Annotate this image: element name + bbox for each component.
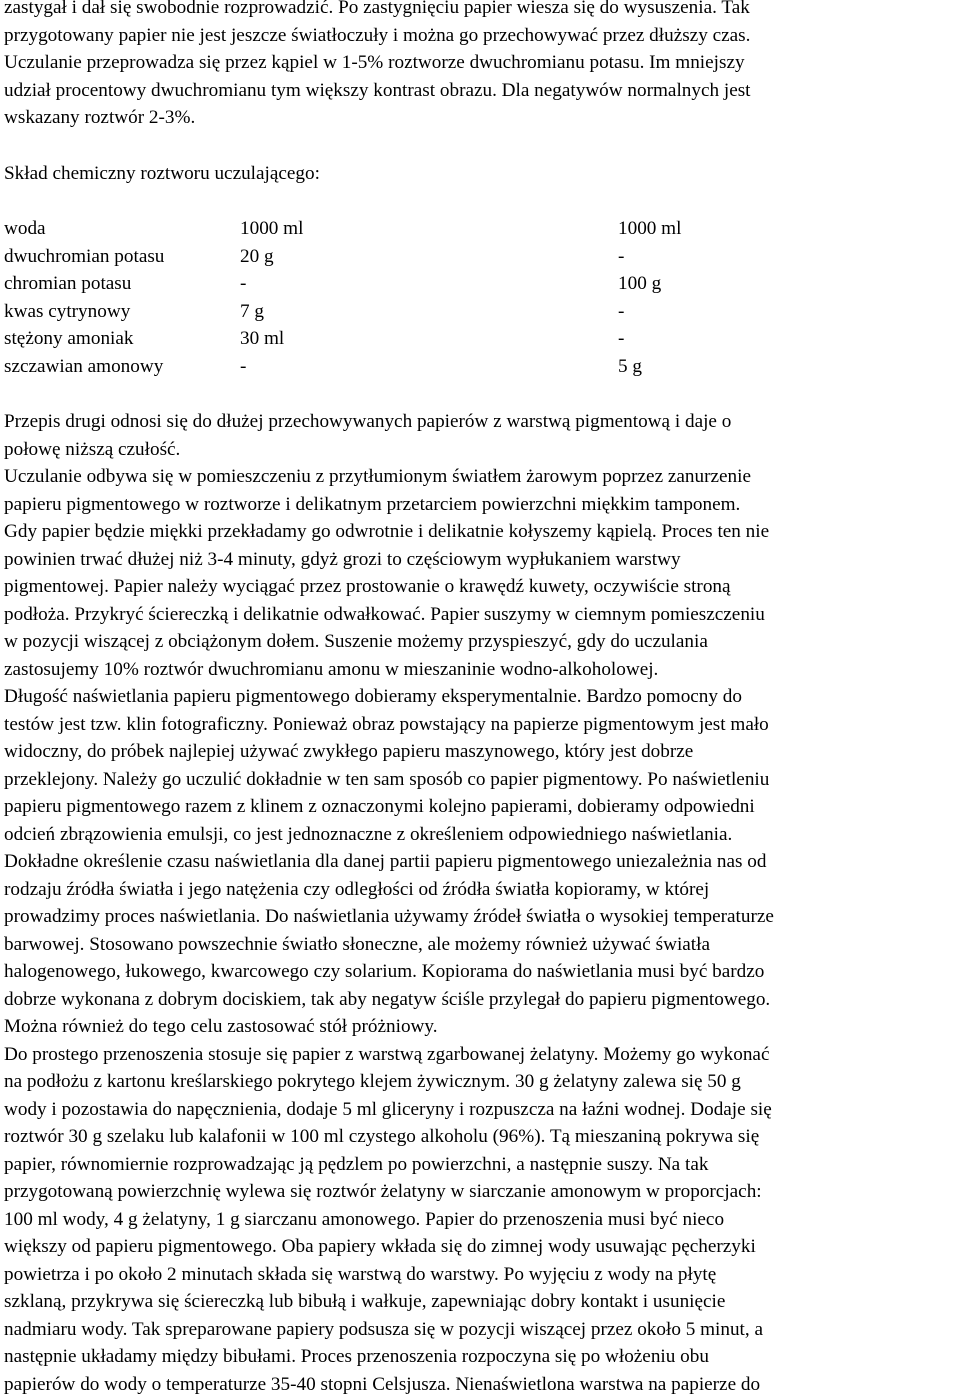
text-line: wody i pozostawia do napęcznienia, dodaje 5 ml gliceryny i rozpuszcza na łaźni wodnej. Dodaje się <box>4 1098 772 1120</box>
text-line: Długość naświetlania papieru pigmentowego dobieramy eksperymentalnie. Bardzo pomocny do <box>4 686 742 707</box>
ingredient-name: chromian potasu <box>4 273 132 294</box>
text-line: przygotowany papier nie jest jeszcze światłoczuły i można go przechowywać przez dłuższy czas. <box>4 24 751 46</box>
amount-recipe-2: - <box>618 245 625 267</box>
text-line: Uczulanie przeprowadza się przez kąpiel w 1-5% roztworze dwuchromianu potasu. Im mniejszy <box>4 52 745 73</box>
text-line: nadmiaru wody. Tak spreparowane papiery podsusza się w pozycji wiszącej przez około 5 minut, a <box>4 1318 763 1340</box>
text-line: większy od papieru pigmentowego. Oba papiery wkłada się do zimnej wody usuwając pęcherzyki <box>4 1236 756 1257</box>
amount-recipe-2: - <box>618 328 625 349</box>
text-line: halogenowego, łukowego, kwarcowego czy solarium. Kopiorama do naświetlania musi być bardzo <box>4 961 765 982</box>
recipe-heading <box>4 160 960 188</box>
recipe-row <box>4 353 960 381</box>
ingredient-name: woda <box>4 218 46 239</box>
recipe-row <box>4 215 960 243</box>
text-line: wskazany roztwór 2-3%. <box>4 107 196 128</box>
text-line: w pozycji wiszącej z obciążonym dołem. Suszenie możemy przyspieszyć, gdy do uczulania <box>4 631 708 652</box>
amount-recipe-1: 20 g <box>240 245 274 267</box>
recipe-row <box>4 243 960 271</box>
recipe-row <box>4 325 960 353</box>
text-line: połowę niższą czułość. <box>4 438 181 460</box>
text-line: Dokładne określenie czasu naświetlania dla danej partii papieru pigmentowego uniezależnia nas od <box>4 851 767 872</box>
text-line: rodzaju źródła światła i jego natężenia czy odległości od źródła światła kopioramy, w której <box>4 878 710 900</box>
text-line: Uczulanie odbywa się w pomieszczeniu z przytłumionym światłem żarowym poprzez zanurzenie <box>4 466 751 487</box>
amount-recipe-1: 7 g <box>240 300 264 322</box>
text-line: udział procentowy dwuchromianu tym większy kontrast obrazu. Dla negatywów normalnych jest <box>4 79 751 101</box>
ingredient-name: dwuchromian potasu <box>4 245 165 267</box>
amount-recipe-2: 1000 ml <box>618 218 682 239</box>
text-line: przygotowaną powierzchnię wylewa się roztwór żelatyny w siarczanie amonowym w proporcjach: <box>4 1181 762 1202</box>
text-line: Do prostego przenoszenia stosuje się papier z warstwą zgarbowanej żelatyny. Możemy go wykonać <box>4 1043 770 1065</box>
text-line: zastosujemy 10% roztwór dwuchromianu amonu w mieszaninie wodno-alkoholowej. <box>4 658 659 680</box>
text-line: dobrze wykonana z dobrym dociskiem, tak aby negatyw ściśle przylegał do papieru pigmentowego. <box>4 988 771 1010</box>
recipe-row <box>4 270 960 298</box>
amount-recipe-1: 30 ml <box>240 328 285 349</box>
text-line: odcień zbrązowienia emulsji, co jest jednoznaczne z określeniem odpowiedniego naświetlania. <box>4 823 733 845</box>
text-line: przeklejony. Należy go uczulić dokładnie w ten sam sposób co papier pigmentowy. Po naświetleniu <box>4 768 770 790</box>
ingredient-name: stężony amoniak <box>4 328 134 349</box>
text-line: zastygał i dał się swobodnie rozprowadzić. Po zastygnięciu papier wiesza się do wysuszenia. Tak <box>4 0 750 18</box>
amount-recipe-1: - <box>240 273 247 294</box>
amount-recipe-2: 5 g <box>618 355 642 377</box>
text-line: Gdy papier będzie miękki przekładamy go odwrotnie i delikatnie kołyszemy kąpielą. Proces ten nie <box>4 521 770 542</box>
text-line: na podłożu z kartonu kreślarskiego pokrytego klejem żywicznym. 30 g żelatyny zalewa się 50 g <box>4 1071 741 1092</box>
amount-recipe-1: 1000 ml <box>240 218 304 239</box>
text-line: podłoża. Przykryć ściereczką i delikatnie odwałkować. Papier suszymy w ciemnym pomieszczeniu <box>4 603 765 625</box>
amount-recipe-2: - <box>618 300 625 322</box>
text-line: testów jest tzw. klin fotograficzny. Ponieważ obraz powstający na papierze pigmentowym jest mało <box>4 713 769 735</box>
text-line: papierów do wody o temperaturze 35-40 stopni Celsjusza. Nienaświetlona warstwa na papierze do <box>4 1373 761 1395</box>
body-paragraphs <box>4 408 960 1398</box>
text-line: barwowej. Stosowano powszechnie światło słoneczne, ale możemy również używać światła <box>4 933 710 955</box>
recipe-heading-text: Skład chemiczny roztworu uczulającego: <box>4 163 320 184</box>
text-line: powietrza i po około 2 minutach składa się warstwą do warstwy. Po wyjęciu z wody na płytę <box>4 1263 717 1285</box>
text-line: papieru pigmentowego w roztworze i delikatnym przetarciem powierzchni miękkim tamponem. <box>4 493 741 515</box>
text-line: widoczny, do próbek najlepiej używać zwykłego papieru maszynowego, który jest dobrze <box>4 741 694 762</box>
text-line: 100 ml wody, 4 g żelatyny, 1 g siarczanu amonowego. Papier do przenoszenia musi być nieco <box>4 1208 725 1230</box>
text-line: pigmentowej. Papier należy wyciągać przez prostowanie o krawędź kuwety, oczywiście stroną <box>4 576 731 597</box>
recipe-row <box>4 298 960 326</box>
text-line: roztwór 30 g szelaku lub kalafonii w 100 ml czystego alkoholu (96%). Tą mieszaniną pokrywa się <box>4 1126 760 1147</box>
text-line: Można również do tego celu zastosować stół próżniowy. <box>4 1016 438 1037</box>
amount-recipe-1: - <box>240 355 247 377</box>
intro-paragraph <box>4 0 960 132</box>
amount-recipe-2: 100 g <box>618 273 662 294</box>
text-line: następnie układamy między bibułami. Proces przenoszenia rozpoczyna się po włożeniu obu <box>4 1346 709 1367</box>
ingredient-name: szczawian amonowy <box>4 355 164 377</box>
text-line: papier, równomiernie rozprowadzając ją pędzlem po powierzchni, a następnie suszy. Na tak <box>4 1153 709 1175</box>
text-line: papieru pigmentowego razem z klinem z oznaczonymi kolejno papierami, dobieramy odpowiedni <box>4 796 755 817</box>
text-line: szklaną, przykrywa się ściereczką lub bibułą i wałkuje, zapewniając dobry kontakt i usunięcie <box>4 1291 726 1312</box>
text-line: powinien trwać dłużej niż 3-4 minuty, gdyż grozi to częściowym wypłukaniem warstwy <box>4 548 681 570</box>
ingredient-name: kwas cytrynowy <box>4 300 131 322</box>
text-line: prowadzimy proces naświetlania. Do naświetlania używamy źródeł światła o wysokiej temperaturze <box>4 906 774 927</box>
text-line: Przepis drugi odnosi się do dłużej przechowywanych papierów z warstwą pigmentową i daje o <box>4 411 732 432</box>
recipe-table <box>4 215 960 380</box>
